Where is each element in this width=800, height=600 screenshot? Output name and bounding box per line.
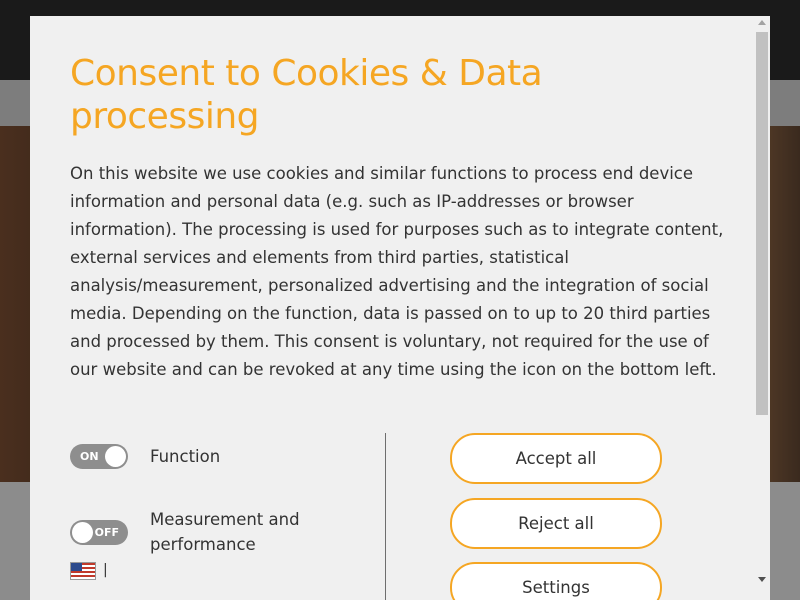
settings-button[interactable]: Settings	[450, 562, 662, 600]
section-divider	[385, 433, 386, 600]
toggle-knob	[72, 522, 93, 543]
dialog-description: On this website we use cookies and similar functions to process end device information and personal data (e.g. such as IP-addresses or browser information). The processing is used for purposes such as to integrate content, external services and elements from third parties, statistical analysis/measurement, personalized advertising and the integration of social media. Depending on the function, data is passed on to up to 20 third parties and processed by them. This consent is voluntary, not required for the use of our website and can be revoked at any time using the icon on the bottom left.	[70, 164, 724, 379]
toggle-knob	[105, 446, 126, 467]
accept-all-button[interactable]: Accept all	[450, 433, 662, 484]
scrollbar-thumb[interactable]	[756, 32, 768, 415]
us-flag-icon[interactable]	[70, 562, 96, 580]
measurement-toggle[interactable]	[70, 520, 128, 545]
scroll-up-arrow-icon[interactable]	[758, 20, 766, 25]
toggle-state-label: ON	[80, 450, 99, 463]
toggle-state-label: OFF	[94, 526, 119, 539]
toggle-label-measurement: Measurement and performance	[150, 510, 300, 554]
toggle-label-function: Function	[150, 447, 221, 466]
toggle-row-measurement	[70, 507, 320, 557]
function-toggle[interactable]	[70, 444, 128, 469]
dialog-scrollbar[interactable]	[754, 16, 770, 586]
language-separator: |	[103, 562, 108, 578]
dialog-title: Consent to Cookies & Data processing	[70, 53, 543, 137]
scroll-down-arrow-icon[interactable]	[758, 577, 766, 582]
cookie-consent-dialog	[30, 16, 770, 600]
reject-all-button[interactable]: Reject all	[450, 498, 662, 549]
toggle-row-function	[70, 444, 320, 469]
